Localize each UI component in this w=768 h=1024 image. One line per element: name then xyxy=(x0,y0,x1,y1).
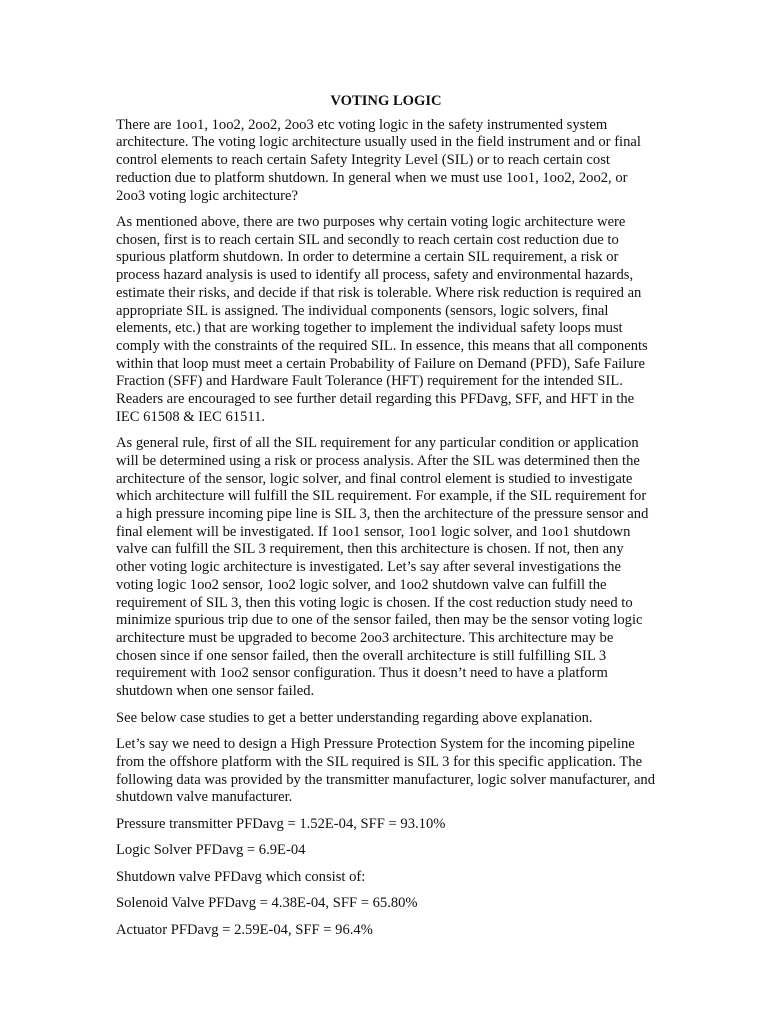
paragraph-general-rule: As general rule, first of all the SIL requirement for any particular condition or application will be determined using a risk or process analysis. After the SIL was determined then the architecture of the sensor, logic solver, and final control element is studied to investigate which architecture will fulfill the SIL requirement. For example, if the SIL requirement for a high pressure incoming pipe line is SIL 3, then the architecture of the pressure sensor and final element will be investigated. If 1oo1 sensor, 1oo1 logic solver, and 1oo1 shutdown valve can fulfill the SIL 3 requirement, then this architecture is chosen. If not, then any other voting logic architecture is investigated. Let’s say after several investigations the voting logic 1oo2 sensor, 1oo2 logic solver, and 1oo2 shutdown valve can fulfill the requirement of SIL 3, then this voting logic is chosen. If the cost reduction study need to minimize spurious trip due to one of the sensor failed, then may be the sensor voting logic architecture must be upgraded to become 2oo3 architecture. This architecture may be chosen since if one sensor failed, then the overall architecture is still fulfilling SIL 3 requirement with 1oo2 sensor configuration. Thus it doesn’t need to have a platform shutdown when one sensor failed. xyxy=(116,435,649,700)
document-title: VOTING LOGIC xyxy=(330,93,442,109)
paragraph-case-studies: See below case studies to get a better understanding regarding above explanation. xyxy=(116,709,593,726)
paragraph-intro: There are 1oo1, 1oo2, 2oo2, 2oo3 etc voting logic in the safety instrumented system architecture. The voting logic architecture usually used in the field instrument and or final control elements to reach certain Safety Integrity Level (SIL) or to reach certain cost reduction due to platform shutdown. In general when we must use 1oo1, 1oo2, 2oo2, or 2oo3 voting logic architecture? xyxy=(116,116,641,204)
paragraph-purposes: As mentioned above, there are two purposes why certain voting logic architecture were chosen, first is to reach certain SIL and secondly to reach certain cost reduction due to spurious platform shutdown. In order to determine a certain SIL requirement, a risk or process hazard analysis is used to identify all process, safety and environmental hazards, estimate their risks, and decide if that risk is tolerable. Where risk reduction is required an appropriate SIL is assigned. The individual components (sensors, logic solvers, final elements, etc.) that are working together to implement the individual safety loops must comply with the constraints of the required SIL. In essence, this means that all components within that loop must meet a certain Probability of Failure on Demand (PFD), Safe Failure Fraction (SFF) and Hardware Fault Tolerance (HFT) requirement for the intended SIL. Readers are encouraged to see further detail regarding this PFDavg, SFF, and HFT in the IEC 61508 & IEC 61511. xyxy=(116,214,648,425)
data-line-logic-solver: Logic Solver PFDavg = 6.9E-04 xyxy=(116,842,306,859)
data-line-shutdown-valve: Shutdown valve PFDavg which consist of: xyxy=(116,868,366,885)
paragraph-design-example: Let’s say we need to design a High Pressure Protection System for the incoming pipeline from the offshore platform with the SIL required is SIL 3 for this specific application. The following data was provided by the transmitter manufacturer, logic solver manufacturer, and shutdown valve manufacturer. xyxy=(116,736,656,806)
data-line-pressure-transmitter: Pressure transmitter PFDavg = 1.52E-04, SFF = 93.10% xyxy=(116,815,446,832)
data-line-actuator: Actuator PFDavg = 2.59E-04, SFF = 96.4% xyxy=(116,921,373,938)
data-line-solenoid-valve: Solenoid Valve PFDavg = 4.38E-04, SFF = 65.80% xyxy=(116,895,418,912)
document-page xyxy=(116,88,656,948)
